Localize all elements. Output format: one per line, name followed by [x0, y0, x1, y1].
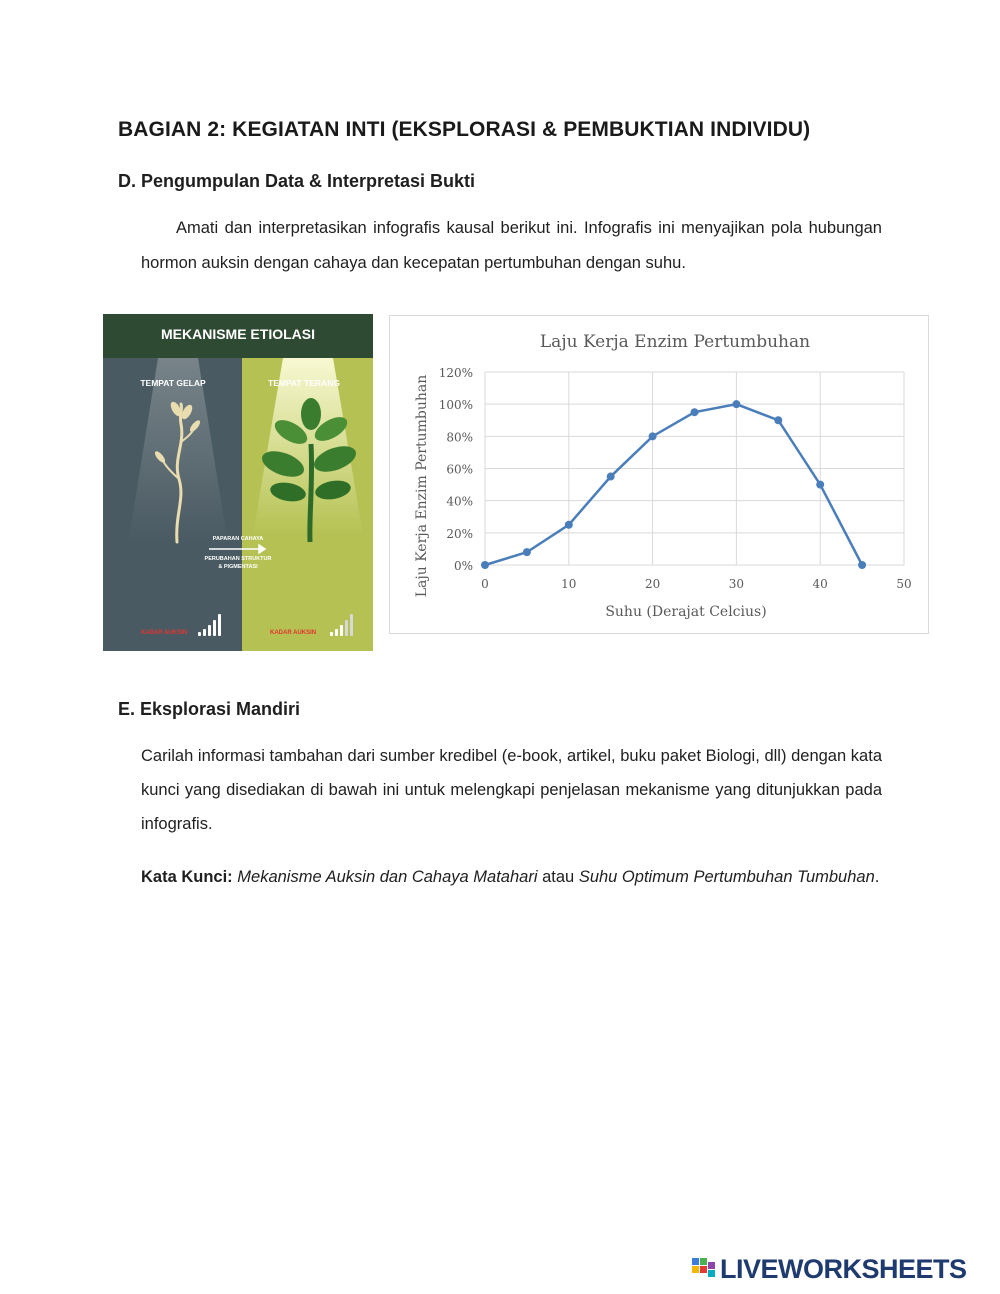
x-tick-label: 20 [644, 577, 661, 591]
section-e-heading: E. Eksplorasi Mandiri [118, 699, 301, 719]
y-tick-label: 120% [438, 366, 473, 380]
chart-x-axis-label: Suhu (Derajat Celcius) [605, 604, 767, 620]
keywords-label: Kata Kunci: [141, 868, 233, 886]
data-point [858, 561, 866, 569]
infographic-title: MEKANISME ETIOLASI [103, 314, 373, 358]
auxin-level-label-left: KADAR AUKSIN [141, 630, 188, 636]
structure-change-label: PERUBAHAN STRUKTUR [204, 556, 272, 562]
x-tick-label: 0 [481, 577, 489, 591]
y-tick-label: 80% [446, 430, 473, 445]
auxin-level-label-right: KADAR AUKSIN [270, 630, 317, 636]
keywords-end: . [874, 868, 880, 886]
etiolation-infographic [103, 314, 373, 651]
dark-place-label: TEMPAT GELAP [140, 378, 206, 388]
y-tick-label: 60% [446, 462, 473, 477]
keywords-line [141, 860, 882, 894]
data-point [607, 473, 615, 481]
series-line [485, 404, 862, 565]
y-tick-label: 0% [453, 559, 473, 573]
chart-title: Laju Kerja Enzim Pertumbuhan [539, 332, 811, 352]
pigment-change-label: & PIGMENTASI [218, 564, 258, 570]
x-tick-label: 10 [561, 577, 577, 591]
logo-blocks-icon [692, 1258, 718, 1282]
y-tick-label: 40% [446, 494, 473, 509]
arrow-right-icon [209, 545, 265, 553]
chart-svg [390, 316, 928, 633]
section-d-heading: D. Pengumpulan Data & Interpretasi Bukti [118, 171, 476, 191]
data-point [481, 561, 489, 569]
keyword-connector: atau [542, 868, 575, 886]
keyword-1: Mekanisme Auksin dan Cahaya Matahari [237, 868, 538, 886]
data-point [523, 548, 531, 556]
light-exposure-label: PAPARAN CAHAYA [212, 536, 264, 542]
y-tick-label: 20% [446, 526, 473, 541]
auxin-level-low-icon [330, 614, 353, 636]
x-tick-label: 30 [728, 577, 745, 591]
data-point [774, 416, 782, 424]
x-tick-label: 40 [812, 577, 828, 591]
data-point [691, 408, 699, 416]
data-point [732, 400, 740, 408]
x-tick-label: 50 [896, 577, 912, 591]
chart-y-axis-label: Laju Kerja Enzim Pertumbuhan [414, 374, 430, 598]
keyword-2: Suhu Optimum Pertumbuhan Tumbuhan [578, 868, 875, 886]
data-point [565, 521, 573, 529]
y-tick-label: 100% [438, 398, 473, 413]
bright-place-label: TEMPAT TERANG [268, 378, 340, 388]
data-point [816, 481, 824, 489]
section-e-paragraph: Carilah informasi tambahan dari sumber kredibel (e-book, artikel, buku paket Biologi, dll) dengan kata kunci yang disediakan di bawah ini untuk melengkapi penjelasan mekanisme yang ditunjukkan pada infografis. [141, 747, 882, 833]
logo-text: LIVEWORKSHEETS [720, 1254, 967, 1284]
auxin-level-high-icon [198, 614, 221, 636]
infographic-illustration [103, 314, 373, 651]
section-d-paragraph: Amati dan interpretasikan infografis kausal berikut ini. Infografis ini menyajikan pola hubungan hormon auksin dengan cahaya dan kecepatan pertumbuhan dengan suhu. [141, 219, 882, 272]
section-title: BAGIAN 2: KEGIATAN INTI (EKSPLORASI & PEMBUKTIAN INDIVIDU) [118, 118, 811, 141]
data-point [649, 432, 657, 440]
enzyme-rate-chart [389, 315, 929, 634]
